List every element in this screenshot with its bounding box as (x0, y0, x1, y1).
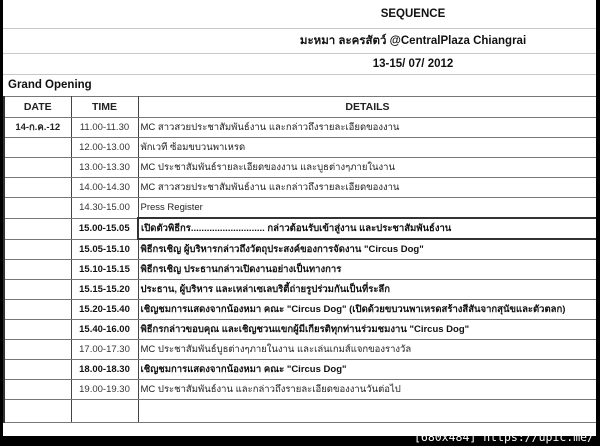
details-cell: พิธีกรกล่าวขอบคุณ และเชิญชวนแขกผู้มีเกียรติทุกท่านร่วมชมงาน "Circus Dog" (138, 320, 596, 340)
event-dates-row (3, 53, 596, 75)
table-row (4, 400, 596, 423)
heading-row (3, 0, 596, 29)
time-cell: 14.00-14.30 (71, 178, 138, 198)
date-cell (4, 280, 71, 300)
date-cell (4, 260, 71, 280)
table-row (4, 300, 596, 320)
date-cell (4, 239, 71, 260)
details-cell: MC ประชาสัมพันธ์รายละเอียดของงาน และบูธต่างๆภายในงาน (138, 158, 596, 178)
date-cell (4, 320, 71, 340)
date-cell (4, 340, 71, 360)
date-cell (4, 198, 71, 219)
event-dates: 13-15/ 07/ 2012 (372, 57, 454, 70)
time-cell: 12.00-13.00 (71, 138, 138, 158)
table-row (4, 280, 596, 300)
date-cell (4, 218, 71, 239)
schedule-sheet (3, 0, 596, 436)
details-cell: MC ประชาสัมพันธ์งาน และกล่าวถึงรายละเอียดของงานวันต่อไป (138, 380, 596, 400)
date-cell (4, 400, 71, 423)
time-cell: 15.00-15.05 (71, 218, 138, 239)
details-cell: พักเวที ซ้อมขบวนพาเหรด (138, 138, 596, 158)
schedule-table (3, 96, 596, 423)
time-cell: 15.05-15.10 (71, 239, 138, 260)
table-row (4, 218, 596, 239)
table-row (4, 340, 596, 360)
details-cell: เปิดตัวพิธีกร............................ กล่าวต้อนรับเข้าสู่งาน และประชาสัมพันธ์งาน (138, 218, 596, 239)
document-heading: SEQUENCE (380, 8, 446, 20)
date-cell (4, 300, 71, 320)
details-cell: เชิญชมการแสดงจากน้องหมา คณะ "Circus Dog" (138, 360, 596, 380)
section-row (3, 74, 596, 96)
details-cell: เชิญชมการแสดงจากน้องหมา คณะ "Circus Dog" (เปิดด้วยขบวนพาเหรดสร้างสีสันจากสุนัขและตัวตลก) (138, 300, 596, 320)
watermark: [680x484] https://upic.me/ (413, 430, 594, 444)
time-cell: 14.30-15.00 (71, 198, 138, 219)
date-cell (4, 178, 71, 198)
time-cell: 15.10-15.15 (71, 260, 138, 280)
table-row (4, 360, 596, 380)
date-cell: 14-ก.ค.-12 (4, 118, 71, 138)
table-row (4, 320, 596, 340)
details-cell: พิธีกรเชิญ ผู้บริหารกล่าวถึงวัตถุประสงค์ของการจัดงาน "Circus Dog" (138, 239, 596, 260)
time-cell: 18.00-18.30 (71, 360, 138, 380)
column-header-date: DATE (4, 97, 71, 118)
table-row (4, 138, 596, 158)
time-cell: 15.15-15.20 (71, 280, 138, 300)
time-cell: 15.20-15.40 (71, 300, 138, 320)
time-cell: 19.00-19.30 (71, 380, 138, 400)
date-cell (4, 138, 71, 158)
details-cell (138, 400, 596, 423)
column-header-time: TIME (71, 97, 138, 118)
table-row (4, 158, 596, 178)
table-row (4, 260, 596, 280)
time-cell: 13.00-13.30 (71, 158, 138, 178)
column-header-details: DETAILS (138, 97, 596, 118)
time-cell: 17.00-17.30 (71, 340, 138, 360)
table-row (4, 198, 596, 219)
date-cell (4, 380, 71, 400)
details-cell: MC สาวสวยประชาสัมพันธ์งาน และกล่าวถึงรายละเอียดของงาน (138, 118, 596, 138)
table-row (4, 118, 596, 138)
details-cell: MC สาวสวยประชาสัมพันธ์งาน และกล่าวถึงรายละเอียดของงาน (138, 178, 596, 198)
details-cell: พิธีกรเชิญ ประธานกล่าวเปิดงานอย่างเป็นทางการ (138, 260, 596, 280)
date-cell (4, 360, 71, 380)
table-row (4, 380, 596, 400)
event-title-row (3, 28, 596, 54)
table-row (4, 239, 596, 260)
time-cell: 15.40-16.00 (71, 320, 138, 340)
time-cell (71, 400, 138, 423)
details-cell: ประธาน, ผู้บริหาร และเหล่าเซเลบริตี้ถ่ายรูปร่วมกันเป็นที่ระลึก (138, 280, 596, 300)
table-row (4, 178, 596, 198)
details-cell: Press Register (138, 198, 596, 219)
event-title: มะหมา ละครสัตว์ @CentralPlaza Chiangrai (299, 34, 527, 47)
time-cell: 11.00-11.30 (71, 118, 138, 138)
table-header-row (4, 97, 596, 118)
section-title: Grand Opening (8, 79, 92, 91)
details-cell: MC ประชาสัมพันธ์บูธต่างๆภายในงาน และเล่นเกมส์แจกของรางวัล (138, 340, 596, 360)
date-cell (4, 158, 71, 178)
